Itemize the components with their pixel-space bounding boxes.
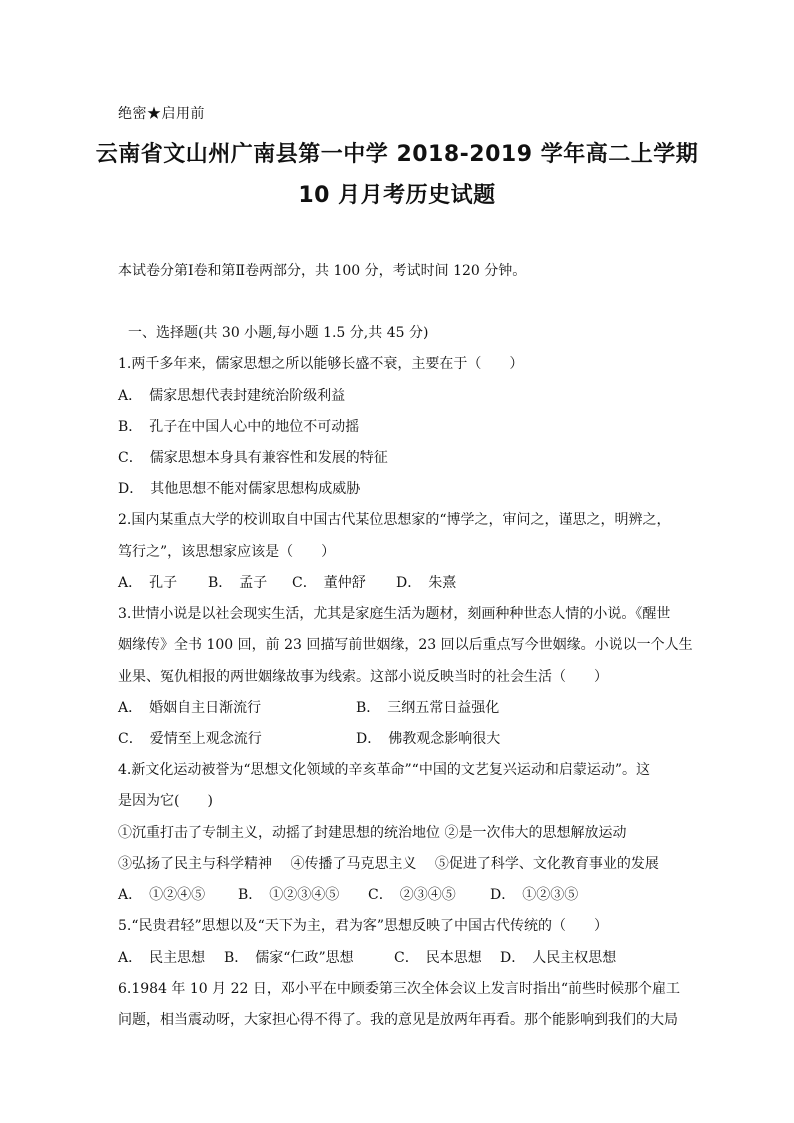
question-5-option-a: A． 民主思想 xyxy=(118,950,206,966)
exam-intro: 本试卷分第Ⅰ卷和第Ⅱ卷两部分，共 100 分，考试时间 120 分钟。 xyxy=(118,263,527,279)
question-4-options xyxy=(118,884,578,904)
question-4-option-d: D． ①②③⑤ xyxy=(490,887,579,903)
question-3-option-b: B． 三纲五常日益强化 xyxy=(356,700,500,716)
question-2-option-d: D． 朱熹 xyxy=(396,575,457,591)
question-2-option-b: B． 孟子 xyxy=(208,575,268,591)
section-heading: 一、选择题(共 30 小题,每小题 1.5 分,共 45 分) xyxy=(128,325,429,341)
question-4-option-a: A． ①②④⑤ xyxy=(118,887,206,903)
question-5-option-d: D． 人民主权思想 xyxy=(500,950,617,966)
question-2-option-a: A． 孔子 xyxy=(118,575,178,591)
question-3-option-c: C． 爱情至上观念流行 xyxy=(118,731,262,747)
question-5-option-b: B． 儒家“仁政”思想 xyxy=(224,950,354,966)
question-3-stem-line2: 姻缘传》全书 100 回，前 23 回描写前世姻缘，23 回以后重点写今世姻缘。小说以一个人生 xyxy=(118,637,693,653)
question-6-stem-line1: 6.1984 年 10 月 22 日，邓小平在中顾委第三次全体会议上发言时指出“前些时候那个雇工 xyxy=(118,981,681,997)
question-4-stem-line2: 是因为它( ) xyxy=(118,793,213,809)
question-1-option-a: A． 儒家思想代表封建统治阶级利益 xyxy=(118,388,346,404)
question-3-options-row2 xyxy=(118,728,500,748)
question-4-items-line1: ①沉重打击了专制主义，动摇了封建思想的统治地位 ②是一次伟大的思想解放运动 xyxy=(118,825,627,841)
question-6-stem-line2: 问题，相当震动呀，大家担心得不得了。我的意见是放两年再看。那个能影响到我们的大局 xyxy=(118,1012,678,1028)
question-2-stem-line2: 笃行之”，该思想家应该是（ ） xyxy=(118,544,336,560)
question-2-stem-line1: 2.国内某重点大学的校训取自中国古代某位思想家的“博学之，审问之，谨思之，明辨之， xyxy=(118,512,671,528)
secret-mark: 绝密★启用前 xyxy=(118,106,205,122)
question-1-option-d: D． 其他思想不能对儒家思想构成威胁 xyxy=(118,481,361,497)
question-5-options xyxy=(118,947,616,967)
question-4-items-line2: ③弘扬了民主与科学精神 ④传播了马克思主义 ⑤促进了科学、文化教育事业的发展 xyxy=(118,856,659,872)
question-3-options-row1 xyxy=(118,697,499,717)
question-1-option-b: B． 孔子在中国人心中的地位不可动摇 xyxy=(118,419,360,435)
question-2-option-c: C． 董仲舒 xyxy=(292,575,366,591)
page-subtitle: 10 月月考历史试题 xyxy=(298,183,496,208)
question-3-stem-line3: 业果、冤仇相报的两世姻缘故事为线索。这部小说反映当时的社会生活（ ） xyxy=(118,669,608,685)
question-5-stem: 5.“民贵君轻”思想以及“天下为主，君为客”思想反映了中国古代传统的（ ） xyxy=(118,918,608,934)
question-3-stem-line1: 3.世情小说是以社会现实生活，尤其是家庭生活为题材，刻画种种世态人情的小说。《醒世 xyxy=(118,606,671,622)
page-title: 云南省文山州广南县第一中学 2018-2019 学年高二上学期 xyxy=(95,142,699,167)
question-3-option-d: D． 佛教观念影响很大 xyxy=(356,731,501,747)
question-5-option-c: C． 民本思想 xyxy=(394,950,482,966)
question-4-option-c: C． ②③④⑤ xyxy=(368,887,456,903)
question-2-options xyxy=(118,572,456,592)
question-1-stem: 1.两千多年来，儒家思想之所以能够长盛不衰，主要在于（ ） xyxy=(118,356,524,372)
question-4-stem-line1: 4.新文化运动被誉为“思想文化领域的辛亥革命”“中国的文艺复兴运动和启蒙运动”。这 xyxy=(118,762,650,778)
question-4-option-b: B． ①②③④⑤ xyxy=(238,887,340,903)
question-1-option-c: C． 儒家思想本身具有兼容性和发展的特征 xyxy=(118,450,388,466)
question-3-option-a: A． 婚姻自主日渐流行 xyxy=(118,700,262,716)
